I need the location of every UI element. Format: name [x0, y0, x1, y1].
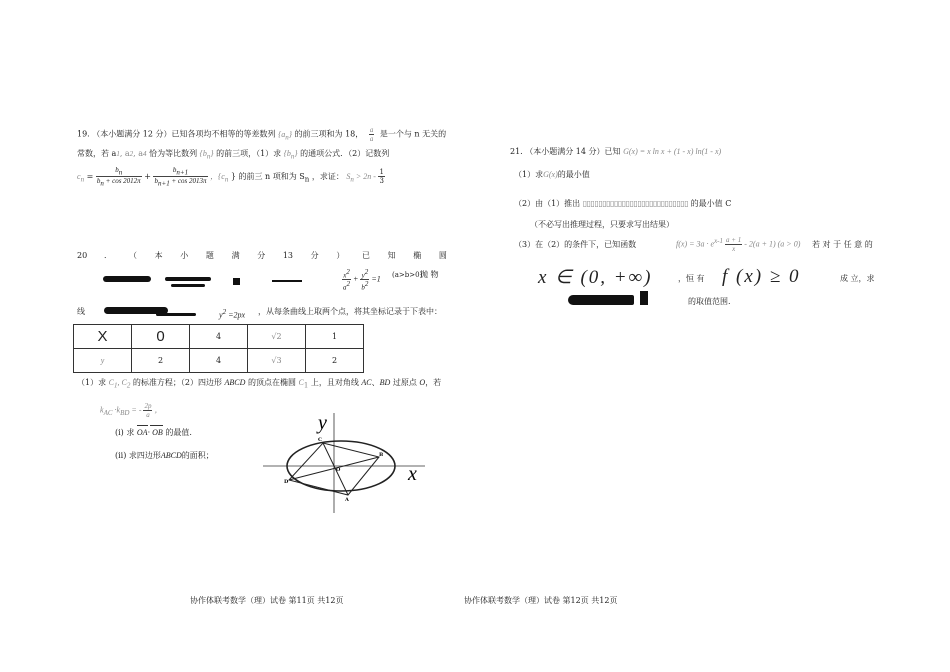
footer-page-12: 协作体联考数学（理）试卷 第12页 共12页	[464, 596, 618, 605]
ink-artifact	[103, 276, 151, 282]
q20-hc: 本	[154, 251, 163, 260]
q19-line2: 常数，若 a1, a2, a4 恰为等比数列 $\{b_n\}$ 的前三项，（1）求 $\{b_n\}$ 的通项公式．（2）记数列	[77, 149, 390, 161]
q20-parabola-word: 抛 物	[420, 270, 439, 279]
q19-line3	[77, 166, 385, 188]
q19-inequality: $S_n > 2n$ -	[346, 171, 376, 184]
ink-artifact	[568, 295, 634, 305]
q19-line1	[77, 126, 446, 143]
q21-range: 的取值范围.	[688, 297, 731, 306]
q19-geo-text: 恰为等比数列	[149, 149, 198, 158]
q20-hc: 椭	[413, 251, 422, 260]
q20-hc: 圆	[438, 251, 447, 260]
table-cell: 2	[306, 349, 364, 373]
q20-hc: 已	[361, 251, 370, 260]
q20-hc: （	[129, 251, 137, 260]
axis-label-x: x	[408, 463, 417, 485]
q20-ellipse-diagram	[255, 405, 435, 517]
q19-sum-text: 的前三项和为 18，	[294, 129, 364, 139]
footer-page-11: 协作体联考数学（理）试卷 第11页 共12页	[190, 596, 344, 605]
q20-hc: 知	[387, 251, 396, 260]
q19-sum-s: } 的前三 n 项和为 $S_n$	[230, 171, 310, 184]
ink-artifact	[272, 280, 302, 282]
q21-part2-note: （不必写出推理过程，只要求写出结果）	[530, 220, 674, 229]
q20-sub1: (i) 求 OA· OB 的最值.	[115, 428, 192, 438]
q20-line-char: 线	[77, 307, 85, 316]
q20-hc: 小	[180, 251, 189, 260]
table-cell: √2	[248, 325, 306, 349]
table-cell: 2	[132, 349, 190, 373]
q21-domain: x ∈ (0, +∞)	[538, 267, 653, 288]
q20-hc: ）	[336, 251, 345, 260]
q19-prove-text: ，求证：	[311, 171, 344, 181]
q20-ellipse-eq: $\frac{x^2}{a^2}$ + $\frac{y^2}{b^2}$ =1	[343, 268, 381, 292]
q19-seq-b: $\{b_n\}$	[199, 149, 214, 161]
q20-hc: 题	[205, 251, 214, 260]
table-row	[74, 325, 364, 349]
q19-part2-text: 的通项公式．（2）记数列	[300, 149, 390, 158]
q20-hc: 满	[231, 251, 240, 260]
q19-c-n: $c_n$	[77, 171, 85, 184]
q19-eq: =	[86, 171, 94, 181]
q20-parabola-eq: $y^2 =2px$	[219, 308, 246, 320]
table-cell: y	[74, 349, 132, 373]
q21-inequality: f (x) ≥ 0	[722, 266, 801, 287]
q21-part2: （2）由（1）推出 ▯▯▯▯▯▯▯▯▯▯▯▯▯▯▯▯▯▯▯▯▯▯▯▯▯▯▯ 的最小值 C	[514, 199, 732, 208]
q21-heading: 21. （本小题满分 14 分）已知 G(x) = x ln x + (1 - x) ln(1 - x)	[510, 147, 722, 156]
q19-seq-a: $\{a_n\}$	[278, 129, 292, 142]
q21-always: ，恒 有	[678, 274, 705, 283]
ink-artifact	[640, 291, 648, 305]
q20-condition: (a>b>0)	[392, 271, 423, 279]
table-cell: 4	[190, 349, 248, 373]
q20-number: 20	[77, 251, 88, 260]
q21-part3: （3）在（2）的条件下，已知函数	[514, 240, 637, 249]
q20-hc: 13	[282, 251, 294, 260]
axis-label-y: y	[318, 412, 327, 434]
q19-if-text: 常数，若 a	[77, 149, 117, 158]
ink-artifact	[156, 313, 196, 316]
q20-dot: ．	[104, 251, 112, 260]
q19-plus: +	[144, 171, 151, 181]
ink-artifact	[233, 278, 240, 285]
q19-one-third: $\frac{1}{3}$	[379, 168, 384, 186]
ink-artifact	[165, 277, 211, 281]
q20-hc: 分	[310, 251, 319, 260]
table-cell: 0	[132, 325, 190, 349]
table-cell: √3	[248, 349, 306, 373]
table-cell: X	[74, 325, 132, 349]
q19-part1-text: 的前三项，（1）求	[216, 149, 282, 158]
table-row	[74, 349, 364, 373]
q20-heading	[129, 251, 447, 261]
q20-part1-line: （1）求 $C_1$, $C_2$ 的标准方程；（2）四边形 ABCD 的顶点在椭圆 $C_1$ 上，且对角线 AC、BD 过原点 O，若	[77, 378, 442, 390]
q21-part1: （1）求G(x)的最小值	[514, 170, 590, 179]
garbled-formula: ▯▯▯▯▯▯▯▯▯▯▯▯▯▯▯▯▯▯▯▯▯▯▯▯▯▯▯	[582, 199, 689, 208]
point-label: D	[284, 479, 289, 485]
table-cell: 1	[306, 325, 364, 349]
q20-slope-condition: $k_{AC} \cdot k_{BD}$ = - $\frac{2p}{a}$ ，	[100, 402, 163, 419]
q19-fraction-2: $\frac{b_{n+1}}{b_{n+1} + \cos 2013\pi}$	[154, 166, 207, 188]
ink-artifact	[171, 284, 205, 287]
q19-fraction-1: $\frac{b_n}{b_n + \cos 2012\pi}$	[96, 166, 141, 188]
point-label: A	[345, 497, 349, 503]
q20-table-intro: ，从每条曲线上取两个点，将其坐标记录于下表中：	[258, 307, 442, 316]
q20-coordinate-table	[73, 324, 364, 373]
table-cell: 4	[190, 325, 248, 349]
q19-seq-b2: $\{b_n\}$	[283, 149, 298, 161]
point-label: C	[318, 437, 322, 443]
q19-cn-text: ，{$c_n$	[210, 171, 229, 184]
q19-ratio-fraction: $\frac{a}{a}$	[369, 126, 374, 143]
q21-f-def: $f(x) = 3a \cdot e^{x-1}$ $\frac{a + 1}{x}$ - 2(a + 1) (a > 0)	[676, 236, 801, 254]
point-label: B	[379, 452, 384, 458]
q20-hc: 分	[257, 251, 266, 260]
q20-sub2: (ii) 求四边形ABCD的面积；	[115, 451, 214, 460]
q19-intro: 19. （本小题满分 12 分）已知各项均不相等的等差数列	[77, 129, 276, 139]
q21-forall: 若 对 于 任 意 的	[812, 240, 873, 249]
q19-const-text: 是一个与 n 无关的	[379, 129, 447, 139]
point-label: O	[336, 467, 341, 473]
q21-hold: 成 立，求	[840, 274, 875, 283]
